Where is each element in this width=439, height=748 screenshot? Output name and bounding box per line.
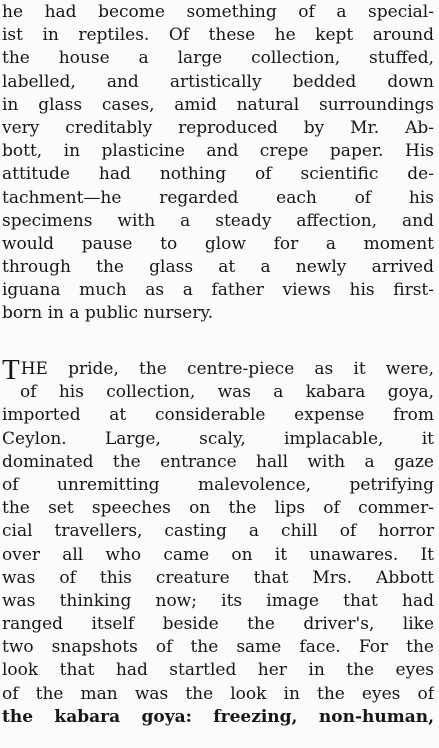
text-line: very creditably reproduced by Mr. Ab- xyxy=(2,117,434,138)
text-line: Ceylon. Large, scaly, implacable, it xyxy=(2,428,434,449)
text-line: tachment—he regarded each of his xyxy=(2,187,434,208)
text-line: of unremitting malevolence, petrifying xyxy=(2,474,434,495)
text-line: over all who came on it unawares. It xyxy=(2,544,434,565)
text-line: bott, in plasticine and crepe paper. His xyxy=(2,141,434,162)
paragraph-one xyxy=(2,1,434,326)
text-line: in glass cases, amid natural surroundings xyxy=(2,94,434,115)
text-line: was thinking now; its image that had xyxy=(2,590,434,611)
text-line: ranged itself beside the driver's, like xyxy=(2,614,434,635)
text-line: the set speeches on the lips of commer- xyxy=(2,498,434,519)
text-line: imported at considerable expense from xyxy=(2,405,434,426)
drop-cap: T xyxy=(2,358,20,382)
first-line-text: HE pride, the centre-piece as it were, xyxy=(20,359,434,379)
text-line: of the man was the look in the eyes of xyxy=(2,683,434,704)
paragraph-first-line xyxy=(2,358,434,381)
text-line: dominated the entrance hall with a gaze xyxy=(2,451,434,472)
text-line: through the glass at a newly arrived xyxy=(2,257,434,278)
text-line: would pause to glow for a moment xyxy=(2,233,434,254)
text-line: born in a public nursery. xyxy=(2,303,214,324)
paragraph-two xyxy=(2,358,434,729)
text-line: cial travellers, casting a chill of horror xyxy=(2,521,434,542)
text-line: the kabara goya: freezing, non-human, xyxy=(2,706,434,727)
text-line: specimens with a steady affection, and xyxy=(2,210,434,231)
text-line: was of this creature that Mrs. Abbott xyxy=(2,567,434,588)
text-line: he had become something of a special- xyxy=(2,2,434,22)
text-line: the house a large collection, stuffed, xyxy=(2,48,434,69)
text-line: look that had startled her in the eyes xyxy=(2,660,434,681)
text-line: ist in reptiles. Of these he kept around xyxy=(2,25,434,46)
text-line: labelled, and artistically bedded down xyxy=(2,71,434,92)
text-line: iguana much as a father views his first- xyxy=(2,280,434,301)
text-line: two snapshots of the same face. For the xyxy=(2,637,434,658)
text-line: attitude had nothing of scientific de- xyxy=(2,164,434,185)
text-line: of his collection, was a kabara goya, xyxy=(20,382,434,403)
